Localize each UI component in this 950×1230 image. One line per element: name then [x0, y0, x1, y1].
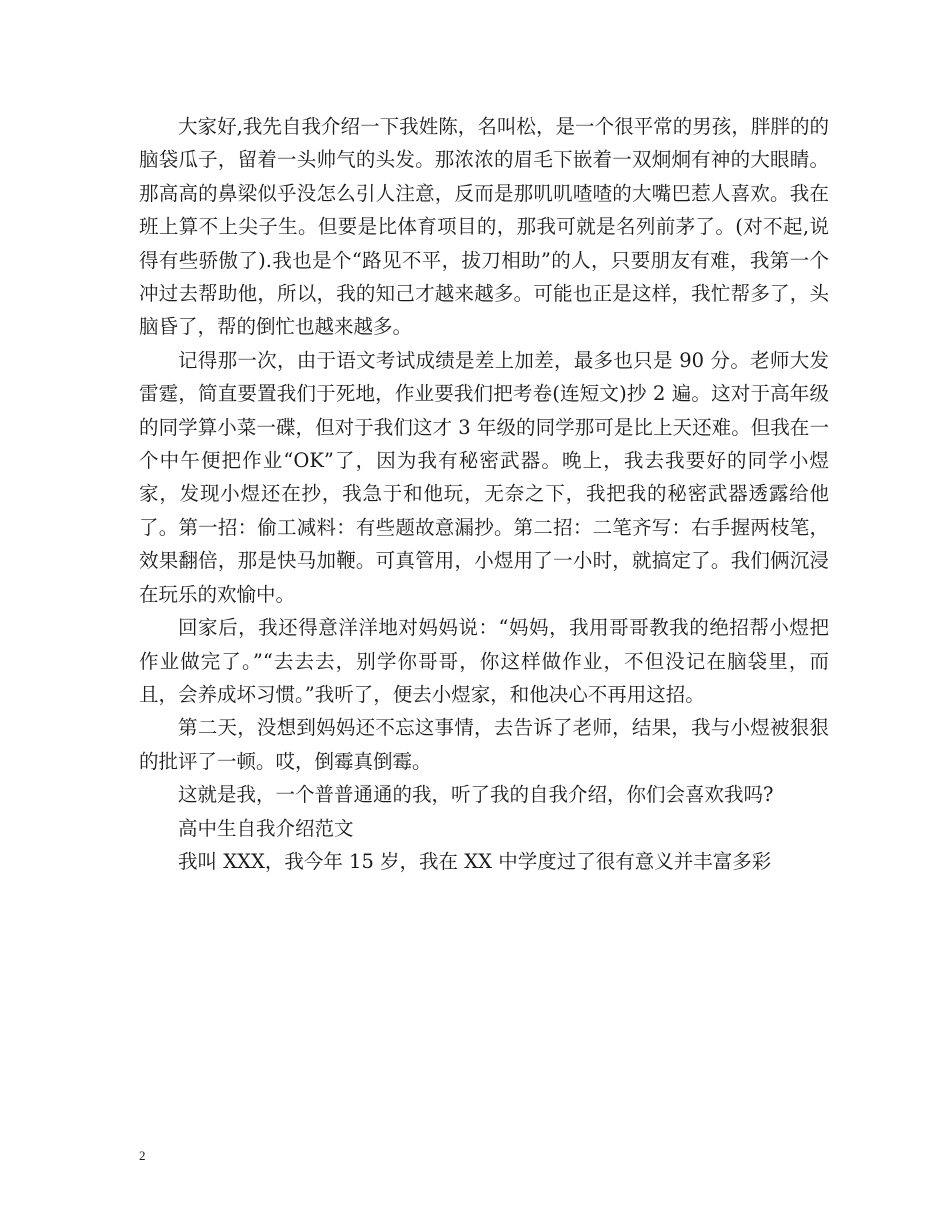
- section-heading: 高中生自我介绍范文: [178, 816, 354, 840]
- document-body: [139, 110, 829, 878]
- paragraph-next-day: 第二天，没想到妈妈还不忘这事情，去告诉了老师，结果，我与小煜被狠狠的批评了一顿。哎，倒霉真倒霉。: [139, 716, 829, 773]
- paragraph-conclusion: 这就是我，一个普普通通的我，听了我的自我介绍，你们会喜欢我吗?: [178, 783, 774, 807]
- page-number: 2: [139, 1148, 146, 1163]
- paragraph-after-home: 回家后，我还得意洋洋地对妈妈说：“妈妈，我用哥哥教我的绝招帮小煜把作业做完了。”“去去去，别学你哥哥，你这样做作业，不但没记在脑袋里，而且，会养成坏习惯。”我听了，便去小煜家，和他决心不再用这招。: [139, 616, 829, 706]
- paragraph-self-intro: 大家好,我先自我介绍一下我姓陈，名叫松，是一个很平常的男孩，胖胖的的脑袋瓜子，留着一头帅气的头发。那浓浓的眉毛下嵌着一双炯炯有神的大眼睛。那高高的鼻梁似乎没怎么引人注意，反而是那叽叽喳喳的大嘴巴惹人喜欢。我在班上算不上尖子生。但要是比体育项目的，那我可就是名列前茅了。(对不起,说得有些骄傲了).我也是个“路见不平，拔刀相助”的人，只要朋友有难，我第一个冲过去帮助他，所以，我的知己才越来越多。可能也正是这样，我忙帮多了，头脑昏了，帮的倒忙也越来越多。: [139, 115, 829, 339]
- paragraph-high-school-intro: 我叫 XXX，我今年 15 岁，我在 XX 中学度过了很有意义并丰富多彩: [178, 849, 772, 873]
- paragraph-exam-story: 记得那一次，由于语文考试成绩是差上加差，最多也只是 90 分。老师大发雷霆，简直要置我们于死地，作业要我们把考卷(连短文)抄 2 遍。这对于高年级的同学算小菜一碟，但对于我们这才 3 年级的同学那可是比上天还难。但我在一个中午便把作业“OK”了，因为我有秘密武器。晚上，我去我要好的同学小煜家，发现小煜还在抄，我急于和他玩，无奈之下，我把我的秘密武器透露给他了。第一招：偷工减料：有些题故意漏抄。第二招：二笔齐写：右手握两枝笔，效果翻倍，那是快马加鞭。可真管用，小煜用了一小时，就搞定了。我们俩沉浸在玩乐的欢愉中。: [139, 348, 829, 606]
